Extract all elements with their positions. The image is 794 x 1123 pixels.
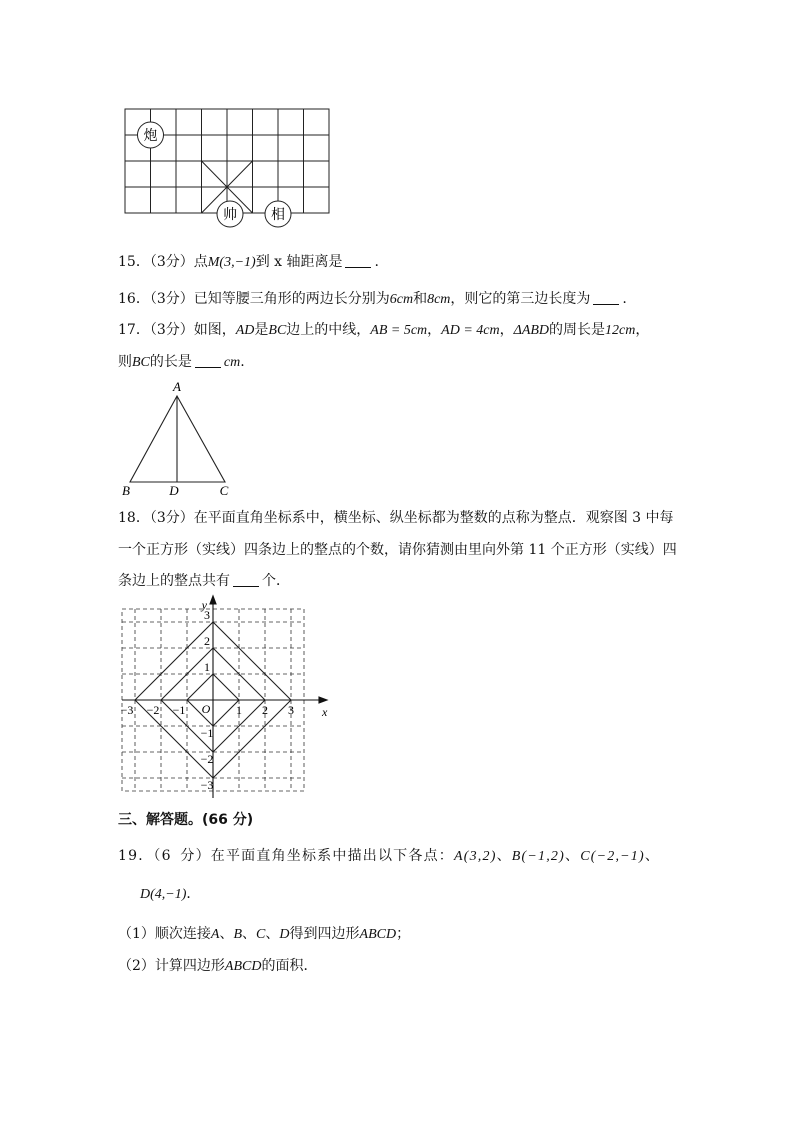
q19-letter: D [279,927,290,942]
vertex-a-label: A [173,379,181,394]
q19-text: 19．（6 分）在平面直角坐标系中描出以下各点： [118,848,454,864]
question-15 [118,252,379,273]
q17-sep: ， [635,322,650,338]
q18-text: 条边上的整点共有 [118,573,230,589]
point-b: B(−1,2) [511,849,565,864]
y-tick-label: 3 [204,608,210,622]
q19-letter: A [210,927,220,942]
vertex-c-label: C [219,483,229,498]
q16-and: 和 [413,291,428,307]
chess-board-figure [118,105,338,230]
answer-blank[interactable] [233,572,259,587]
y-tick-label: 1 [204,660,210,674]
chess-piece-pao [138,122,164,148]
q16-value1: 6cm [389,292,414,307]
x-tick-label: 1 [236,703,242,717]
q17-text: 是 [254,322,269,338]
xiang-label: 相 [271,207,285,223]
axes [122,596,327,798]
y-axis-label: y [201,598,207,612]
point-d: D(4,−1) [140,887,187,902]
y-axis-arrow [210,596,216,604]
y-tick-label: 2 [204,634,210,648]
q17-text: 17．（3分）如图， [118,322,236,338]
point-d-label: D [169,483,179,498]
q15-number: 15．（3分）点 [118,254,208,270]
shuai-label: 帅 [223,207,237,223]
q19-quad: ABCD [224,959,262,974]
q17-text: 的周长是 [549,322,606,338]
question-18-line2: 一个正方形（实线）四条边上的整点的个数，请你猜测由里向外第 11 个正方形（实线）四 [118,542,677,558]
question-19-line2 [140,884,200,905]
q19-end: ． [186,886,201,902]
q19-sep: 、 [496,848,512,864]
q17-eq1: AB = 5cm [370,323,428,338]
point-a: A(3,2) [453,849,497,864]
q17-sep: ， [427,322,442,338]
q17-ad: AD [235,323,255,338]
q15-coord: (3,−1) [219,255,256,270]
answer-blank[interactable] [593,290,619,305]
q16-text: 16．（3分）已知等腰三角形的两边长分别为 [118,291,390,307]
chess-piece-xiang [265,201,291,227]
x-axis-label: x [322,705,328,719]
q18-text: 个． [262,573,290,589]
q19-sub-text: （1）顺次连接 [118,926,211,942]
q17-bc: BC [268,323,287,338]
q19-sep: 、 [644,848,661,864]
x-tick-label: −3 [120,703,134,717]
pao-label: 炮 [143,128,158,144]
question-17-line1 [118,320,649,341]
q19-letter: C [256,927,266,942]
q17-eq4: 12cm [605,323,636,338]
q19-sep: 、 [219,926,234,942]
question-19-line1 [118,846,660,867]
question-18-line3 [118,571,290,591]
q19-sub-text: 得到四边形 [289,926,360,942]
x-tick-label: 3 [288,703,294,717]
q16-end: . [622,291,627,307]
q19-sub-text: 的面积． [261,958,318,974]
question-19-sub2 [118,956,317,977]
question-19-sub1 [118,924,410,945]
chess-piece-shuai [217,201,243,227]
q17-unit: cm [223,355,241,370]
q15-text: 到 x 轴距离是 [255,254,343,270]
y-tick-label: −2 [200,752,214,766]
x-tick-label: 2 [262,703,268,717]
q17-bc: BC [132,355,150,370]
q16-text2: ，则它的第三边长度为 [450,291,591,307]
q17-eq3: ΔABD [513,323,550,338]
coordinate-squares-figure [115,592,335,804]
question-18-line1: 18．（3分）在平面直角坐标系中，横坐标、纵坐标都为整数的点称为整点．观察图 3 中每 [118,510,674,526]
point-c: C(−2,−1) [580,849,645,864]
vertex-b-label: B [122,483,130,498]
x-axis-arrow [319,697,327,703]
q16-value2: 8cm [427,292,451,307]
q15-end: . [374,254,379,270]
q17-end: . [240,354,245,370]
q17-text: 则 [118,354,132,370]
x-tick-label: −2 [146,703,160,717]
q19-sep: 、 [565,848,581,864]
q17-text: 的长是 [149,354,192,370]
q17-sep: ， [499,322,514,338]
q17-eq2: AD = 4cm [441,323,500,338]
q19-sep: ； [396,926,411,942]
answer-blank[interactable] [345,253,371,268]
x-tick-label: −1 [172,703,186,717]
q15-point: M [207,255,220,270]
answer-blank[interactable] [195,353,221,368]
q19-sep: 、 [265,926,280,942]
q19-quad: ABCD [359,927,397,942]
q19-sep: 、 [242,926,257,942]
q19-sub-text: （2）计算四边形 [118,958,225,974]
section-heading: 三、解答题。(66 分) [118,812,254,828]
origin-label: O [201,702,211,716]
q19-letter: B [233,927,243,942]
y-tick-label: −3 [200,778,214,792]
q17-text: 边上的中线， [286,322,371,338]
triangle-figure [115,378,240,500]
question-17-line2 [118,352,245,373]
question-16 [118,289,627,310]
y-tick-label: −1 [200,726,214,740]
